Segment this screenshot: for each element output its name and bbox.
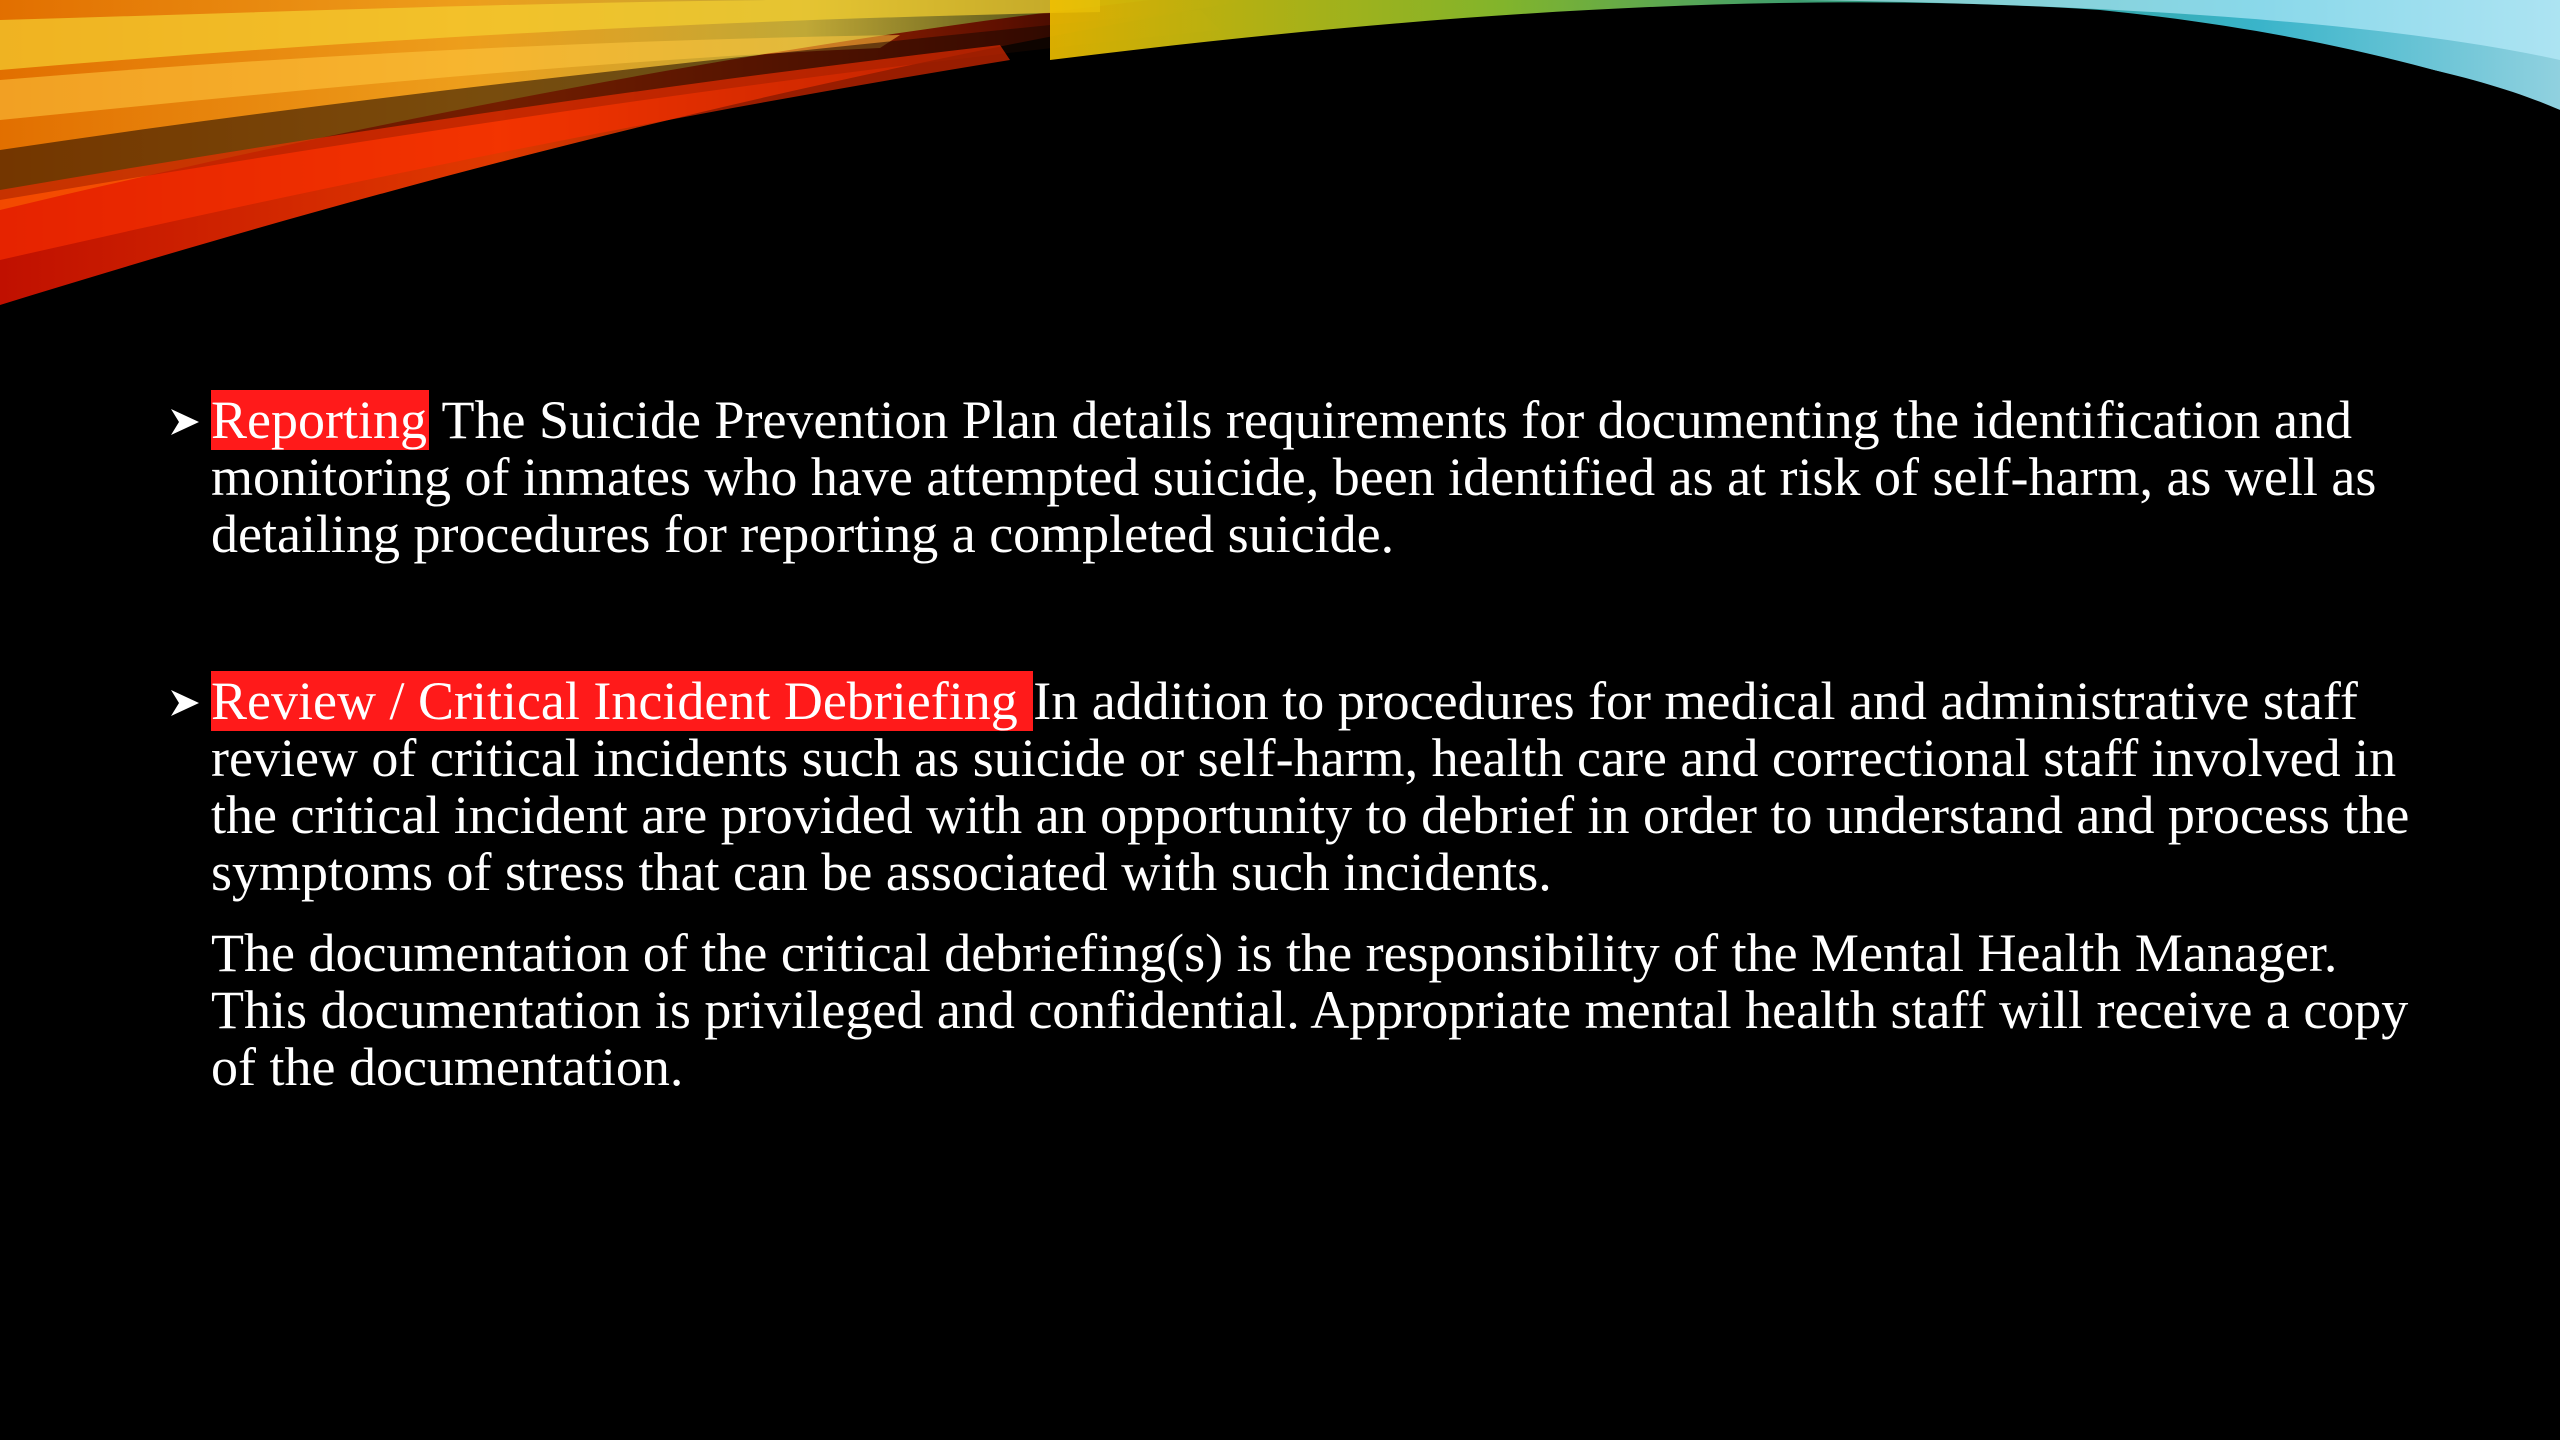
arrow-bullet-icon [165, 392, 205, 449]
bullet-item-review [165, 673, 2425, 1096]
bullet-text: In addition to procedures for medical and administrative staff review of critical incidents such as suicide or self-harm, health care and correctional staff involved in the critical incident are provided with an opportunity to debrief in order to understand and process the symptoms of stress that can be associated with such incidents. [211, 671, 2410, 902]
bullet-paragraph [211, 673, 2425, 901]
rainbow-swoosh-decoration [0, 0, 2560, 310]
bullet-item-reporting [165, 392, 2425, 563]
highlighted-heading: Reporting [211, 390, 427, 450]
arrow-bullet-icon [165, 673, 205, 730]
highlighted-heading: Review / Critical Incident Debriefing [211, 671, 1032, 731]
bullet-text: The Suicide Prevention Plan details requirements for documenting the identification and monitoring of inmates who have attempted suicide, been identified as at risk of self-harm, as well as detailing procedures for reporting a completed suicide. [211, 390, 2377, 564]
bullet-list [165, 392, 2425, 1096]
bullet-paragraph [211, 392, 2425, 563]
continuation-paragraph: The documentation of the critical debriefing(s) is the responsibility of the Mental Health Manager. This documentation is privileged and confidential. Appropriate mental health staff will receive a copy of the documentation. [211, 923, 2409, 1097]
